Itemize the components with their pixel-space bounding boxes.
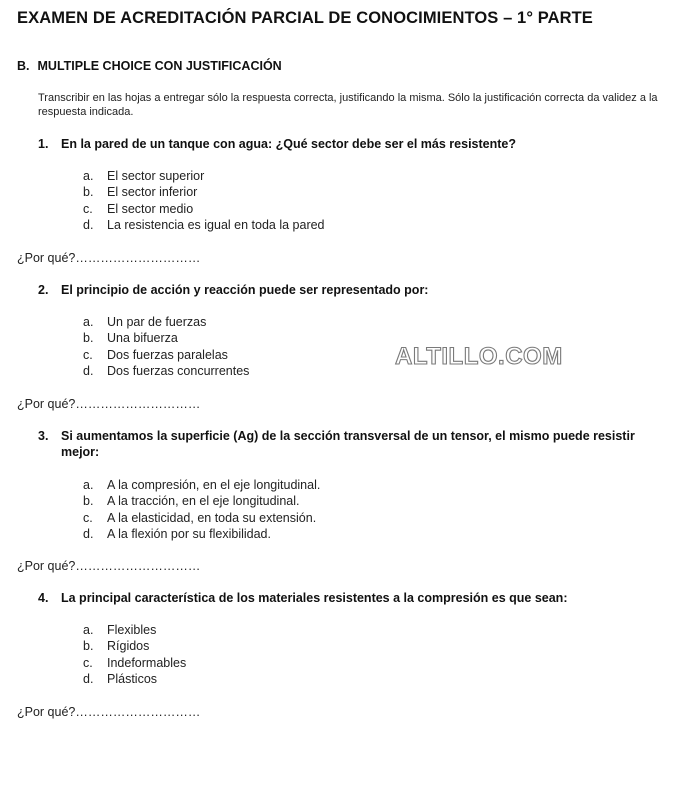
option-item [83, 526, 320, 542]
option-letter: d. [83, 526, 94, 541]
why-prompt-1: ¿Por qué?………………………… [17, 251, 201, 265]
question-text: El principio de acción y reacción puede ser representado por: [61, 283, 429, 297]
section-heading [17, 59, 282, 73]
option-text: El sector inferior [107, 185, 198, 200]
option-item [83, 655, 186, 671]
option-item [83, 184, 325, 200]
question-text: La principal característica de los materiales resistentes a la compresión es que sean: [61, 591, 568, 605]
question-text: En la pared de un tanque con agua: ¿Qué sector debe ser el más resistente? [61, 137, 516, 151]
option-text: El sector medio [107, 201, 194, 216]
option-letter: b. [83, 331, 94, 346]
section-title: MULTIPLE CHOICE CON JUSTIFICACIÓN [37, 59, 282, 73]
option-item [83, 201, 325, 217]
option-item [83, 330, 249, 346]
option-letter: a. [83, 623, 94, 637]
question-1 [38, 136, 661, 152]
why-prompt-3: ¿Por qué?………………………… [17, 559, 201, 573]
option-text: Rígidos [107, 639, 150, 654]
section-letter: B. [17, 59, 30, 73]
option-letter: b. [83, 185, 94, 200]
question-4 [38, 590, 661, 606]
page-title: EXAMEN DE ACREDITACIÓN PARCIAL DE CONOCIMIENTOS – 1° PARTE [17, 9, 593, 27]
question-3-options [83, 477, 320, 542]
why-prompt-2: ¿Por qué?………………………… [17, 397, 201, 411]
question-number: 3. [38, 429, 49, 443]
option-text: Una bifuerza [107, 331, 178, 346]
option-letter: d. [83, 671, 94, 686]
option-letter: c. [83, 510, 93, 525]
option-text: El sector superior [107, 169, 205, 183]
option-letter: c. [83, 201, 93, 216]
option-letter: b. [83, 494, 94, 509]
option-item [83, 493, 320, 509]
option-letter: a. [83, 478, 94, 492]
question-2 [38, 282, 661, 298]
option-item [83, 363, 249, 379]
question-4-options [83, 622, 186, 687]
why-prompt-4: ¿Por qué?………………………… [17, 705, 201, 719]
option-item [83, 671, 186, 687]
option-text: A la tracción, en el eje longitudinal. [107, 494, 300, 509]
option-letter: c. [83, 347, 93, 362]
option-letter: a. [83, 315, 94, 329]
option-text: A la compresión, en el eje longitudinal. [107, 478, 321, 492]
option-text: Dos fuerzas paralelas [107, 347, 228, 362]
option-letter: b. [83, 639, 94, 654]
option-item [83, 314, 249, 330]
option-text: Indeformables [107, 655, 187, 670]
option-item [83, 168, 325, 184]
option-text: Flexibles [107, 623, 157, 637]
question-number: 1. [38, 137, 49, 151]
option-letter: d. [83, 363, 94, 378]
option-text: A la flexión por su flexibilidad. [107, 526, 271, 541]
option-text: Dos fuerzas concurrentes [107, 363, 250, 378]
question-1-options [83, 168, 325, 233]
option-item [83, 510, 320, 526]
option-item [83, 217, 325, 233]
option-letter: d. [83, 217, 94, 232]
question-text: Si aumentamos la superficie (Ag) de la sección transversal de un tensor, el mismo puede resistir mejor: [61, 429, 635, 459]
question-number: 4. [38, 591, 49, 605]
question-number: 2. [38, 283, 49, 297]
option-text: La resistencia es igual en toda la pared [107, 217, 325, 232]
option-text: Plásticos [107, 671, 158, 686]
option-item [83, 347, 249, 363]
instructions-text: Transcribir en las hojas a entregar sólo la respuesta correcta, justificando la misma. Sólo la justificación correcta da validez a la respuesta indicada. [38, 92, 658, 118]
option-item [83, 477, 320, 493]
question-2-options [83, 314, 249, 379]
question-3 [38, 428, 661, 460]
option-item [83, 638, 186, 654]
option-text: Un par de fuerzas [107, 315, 207, 329]
option-letter: a. [83, 169, 94, 183]
option-text: A la elasticidad, en toda su extensión. [107, 510, 317, 525]
option-letter: c. [83, 655, 93, 670]
watermark-logo: ALTILLO.COM [395, 343, 563, 370]
option-item [83, 622, 186, 638]
